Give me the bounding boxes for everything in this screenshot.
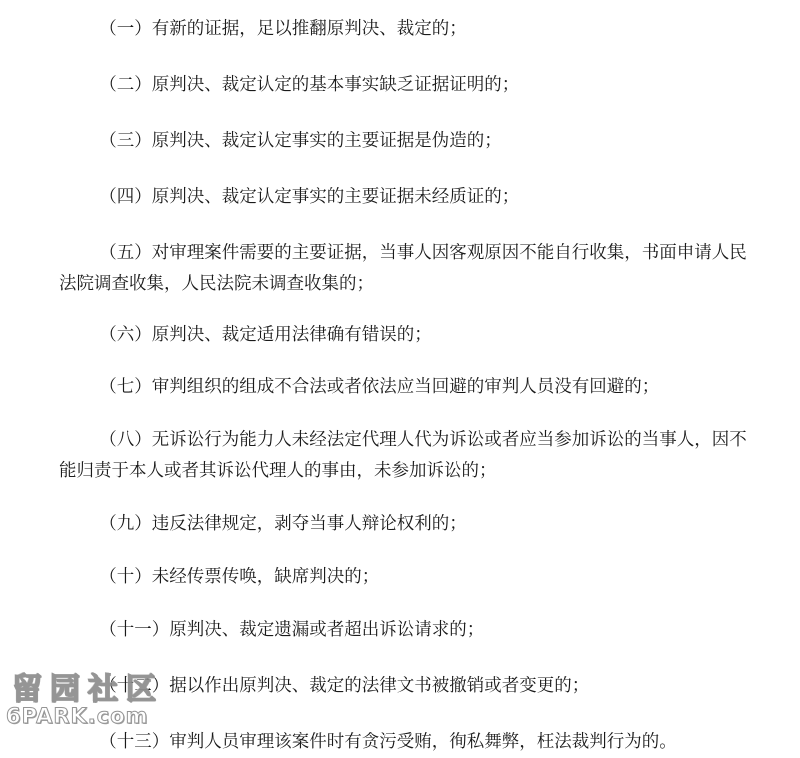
clause-12: （十二）据以作出原判决、裁定的法律文书被撤销或者变更的； bbox=[99, 676, 590, 696]
legal-text-body bbox=[59, 0, 759, 758]
clause-4: （四）原判决、裁定认定事实的主要证据未经质证的； bbox=[99, 187, 520, 207]
clause-1: （一）有新的证据，足以推翻原判决、裁定的； bbox=[99, 19, 467, 39]
clause-6: （六）原判决、裁定适用法律确有错误的； bbox=[99, 325, 432, 345]
clause-8: （八）无诉讼行为能力人未经法定代理人代为诉讼或者应当参加诉讼的当事人，因不能归责于本人或者其诉讼代理人的事由，未参加诉讼的； bbox=[59, 430, 747, 481]
clause-10: （十）未经传票传唤，缺席判决的； bbox=[99, 567, 380, 587]
clause-7: （七）审判组织的组成不合法或者依法应当回避的审判人员没有回避的； bbox=[99, 377, 660, 397]
clause-13: （十三）审判人员审理该案件时有贪污受贿，徇私舞弊，枉法裁判行为的。 bbox=[99, 732, 677, 752]
clause-3: （三）原判决、裁定认定事实的主要证据是伪造的； bbox=[99, 131, 502, 151]
watermark-chinese-text: 留园社区 bbox=[12, 672, 164, 707]
clause-5: （五）对审理案件需要的主要证据，当事人因客观原因不能自行收集，书面申请人民法院调查收集，人民法院未调查收集的； bbox=[59, 243, 747, 294]
clause-9: （九）违反法律规定，剥夺当事人辩论权利的； bbox=[99, 514, 467, 534]
watermark-site-text: 6PARK.com bbox=[6, 704, 149, 728]
clause-2: （二）原判决、裁定认定的基本事实缺乏证据证明的； bbox=[99, 75, 520, 95]
clause-11: （十一）原判决、裁定遗漏或者超出诉讼请求的； bbox=[99, 620, 485, 640]
